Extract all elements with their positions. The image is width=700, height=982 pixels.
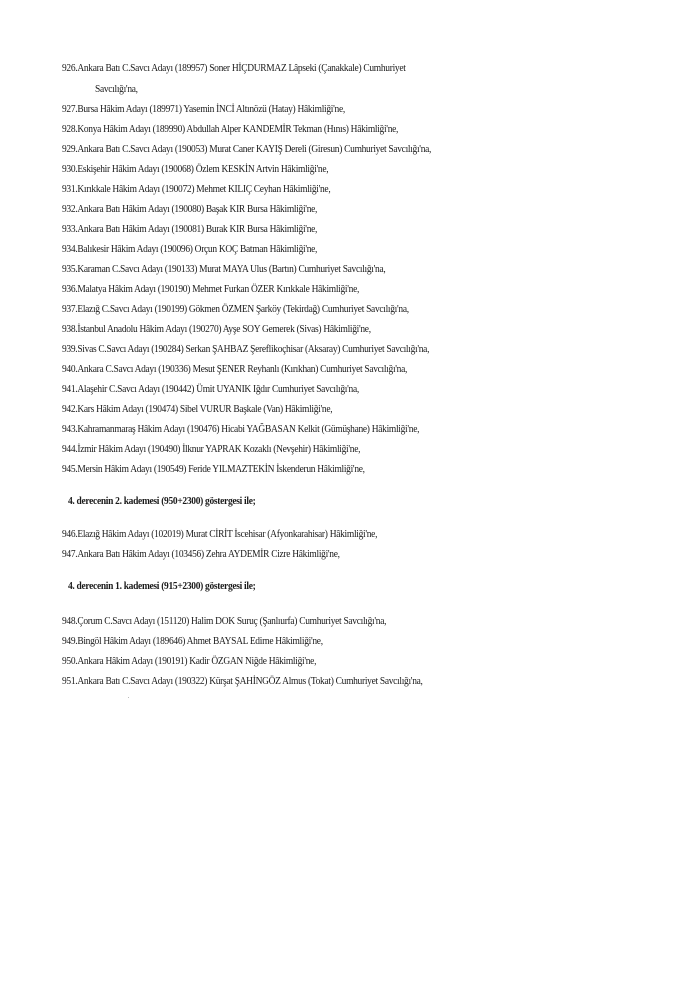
entry-941: 941.Alaşehir C.Savcı Adayı (190442) Ümit UYANIK Iğdır Cumhuriyet Savcılığı'na, bbox=[62, 383, 359, 395]
entry-950: 950.Ankara Hâkim Adayı (190191) Kadir ÖZGAN Niğde Hâkimliği'ne, bbox=[62, 655, 317, 667]
entry-944: 944.İzmir Hâkim Adayı (190490) İlknur YAPRAK Kozaklı (Nevşehir) Hâkimliği'ne, bbox=[62, 443, 361, 455]
entry-927: 927.Bursa Hâkim Adayı (189971) Yasemin İNCİ Altınözü (Hatay) Hâkimliği'ne, bbox=[62, 103, 345, 115]
entry-951: 951.Ankara Batı C.Savcı Adayı (190322) Kürşat ŞAHİNGÖZ Almus (Tokat) Cumhuriyet Savcılığı'na, bbox=[62, 675, 423, 687]
section-heading-grade-4-step-2: 4. derecenin 2. kademesi (950+2300) göstergesi ile; bbox=[68, 495, 256, 507]
entry-932: 932.Ankara Batı Hâkim Adayı (190080) Başak KIR Bursa Hâkimliği'ne, bbox=[62, 203, 318, 215]
entry-933: 933.Ankara Batı Hâkim Adayı (190081) Burak KIR Bursa Hâkimliği'ne, bbox=[62, 223, 318, 235]
entry-942: 942.Kars Hâkim Adayı (190474) Sibel VURUR Başkale (Van) Hâkimliği'ne, bbox=[62, 403, 333, 415]
entry-947: 947.Ankara Batı Hâkim Adayı (103456) Zehra AYDEMİR Cizre Hâkimliği'ne, bbox=[62, 548, 340, 560]
entry-936: 936.Malatya Hâkim Adayı (190190) Mehmet Furkan ÖZER Kırıkkale Hâkimliği'ne, bbox=[62, 283, 360, 295]
scan-speck bbox=[128, 697, 129, 698]
entry-929: 929.Ankara Batı C.Savcı Adayı (190053) Murat Caner KAYIŞ Dereli (Giresun) Cumhuriyet Savcılığı'na, bbox=[62, 143, 432, 155]
entry-937: 937.Elazığ C.Savcı Adayı (190199) Gökmen ÖZMEN Şarköy (Tekirdağ) Cumhuriyet Savcılığı'na, bbox=[62, 303, 409, 315]
entry-946: 946.Elazığ Hâkim Adayı (102019) Murat CİRİT İscehisar (Afyonkarahisar) Hâkimliği'ne, bbox=[62, 528, 378, 540]
entry-939: 939.Sivas C.Savcı Adayı (190284) Serkan ŞAHBAZ Şereflikoçhisar (Aksaray) Cumhuriyet Savcılığı'na, bbox=[62, 343, 430, 355]
entry-926: 926.Ankara Batı C.Savcı Adayı (189957) Soner HİÇDURMAZ Lâpseki (Çanakkale) Cumhuriyet bbox=[62, 62, 406, 74]
entry-948: 948.Çorum C.Savcı Adayı (151120) Halim DOK Suruç (Şanlıurfa) Cumhuriyet Savcılığı'na, bbox=[62, 615, 387, 627]
entry-928: 928.Konya Hâkim Adayı (189990) Abdullah Alper KANDEMİR Tekman (Hınıs) Hâkimliği'ne, bbox=[62, 123, 399, 135]
entry-940: 940.Ankara C.Savcı Adayı (190336) Mesut ŞENER Reyhanlı (Kırıkhan) Cumhuriyet Savcılığı'na, bbox=[62, 363, 408, 375]
section-heading-grade-4-step-1: 4. derecenin 1. kademesi (915+2300) göstergesi ile; bbox=[68, 580, 256, 592]
entry-949: 949.Bingöl Hâkim Adayı (189646) Ahmet BAYSAL Edirne Hâkimliği'ne, bbox=[62, 635, 323, 647]
entry-943: 943.Kahramanmaraş Hâkim Adayı (190476) Hicabi YAĞBASAN Kelkit (Gümüşhane) Hâkimliği'ne, bbox=[62, 423, 420, 435]
entry-930: 930.Eskişehir Hâkim Adayı (190068) Özlem KESKİN Artvin Hâkimliği'ne, bbox=[62, 163, 329, 175]
entry-938: 938.İstanbul Anadolu Hâkim Adayı (190270) Ayşe SOY Gemerek (Sivas) Hâkimliği'ne, bbox=[62, 323, 371, 335]
entry-926-continuation: Savcılığı'na, bbox=[95, 83, 138, 95]
entry-935: 935.Karaman C.Savcı Adayı (190133) Murat MAYA Ulus (Bartın) Cumhuriyet Savcılığı'na, bbox=[62, 263, 386, 275]
entry-934: 934.Balıkesir Hâkim Adayı (190096) Orçun KOÇ Batman Hâkimliği'ne, bbox=[62, 243, 318, 255]
entry-945: 945.Mersin Hâkim Adayı (190549) Feride YILMAZTEKİN İskenderun Hâkimliği'ne, bbox=[62, 463, 365, 475]
entry-931: 931.Kırıkkale Hâkim Adayı (190072) Mehmet KILIÇ Ceyhan Hâkimliği'ne, bbox=[62, 183, 331, 195]
